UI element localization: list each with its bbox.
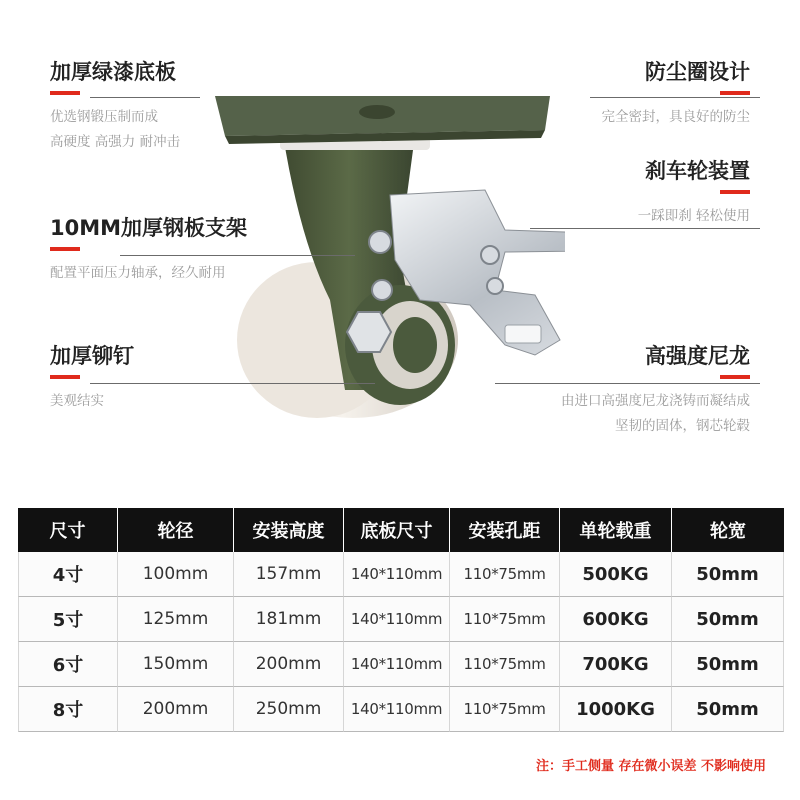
- feature-title: 加厚铆钉: [50, 344, 134, 368]
- table-cell: 140*110mm: [344, 687, 450, 732]
- feature-title: 10MM加厚钢板支架: [50, 216, 248, 240]
- table-cell: 250mm: [234, 687, 344, 732]
- table-row: [18, 642, 784, 687]
- column-header: 轮径: [118, 508, 234, 552]
- feature-title: 刹车轮装置: [645, 159, 750, 183]
- column-header: 单轮载重: [560, 508, 672, 552]
- table-cell: 500KG: [560, 552, 672, 597]
- table-header-row: [18, 508, 784, 552]
- table-cell: 140*110mm: [344, 642, 450, 687]
- feature-desc: 坚韧的固体，钢芯轮毂: [615, 418, 750, 434]
- table-cell: 1000KG: [560, 687, 672, 732]
- feature-desc: 美观结实: [50, 393, 104, 409]
- feature-desc: 由进口高强度尼龙浇铸而凝结成: [561, 393, 750, 409]
- feature-desc: 一踩即刹 轻松使用: [637, 208, 750, 224]
- table-cell: 150mm: [118, 642, 234, 687]
- feature-title: 防尘圈设计: [645, 60, 750, 84]
- table-cell: 600KG: [560, 597, 672, 642]
- feature-desc: 完全密封，具良好的防尘: [601, 109, 750, 125]
- table-cell: 8寸: [18, 687, 118, 732]
- table-cell: 50mm: [672, 552, 784, 597]
- table-cell: 110*75mm: [450, 597, 560, 642]
- disclaimer-note: 注：手工侧量 存在微小误差 不影响使用: [535, 759, 766, 774]
- table-cell: 157mm: [234, 552, 344, 597]
- table-cell: 700KG: [560, 642, 672, 687]
- feature-desc: 高硬度 高强力 耐冲击: [50, 134, 181, 150]
- feature-title: 高强度尼龙: [645, 344, 750, 368]
- table-cell: 200mm: [118, 687, 234, 732]
- column-header: 轮宽: [672, 508, 784, 552]
- table-cell: 4寸: [18, 552, 118, 597]
- table-row: [18, 552, 784, 597]
- feature-nylon: [561, 346, 750, 439]
- table-cell: 50mm: [672, 687, 784, 732]
- spec-table: [18, 508, 784, 732]
- column-header: 尺寸: [18, 508, 118, 552]
- table-cell: 110*75mm: [450, 687, 560, 732]
- table-cell: 100mm: [118, 552, 234, 597]
- table-cell: 125mm: [118, 597, 234, 642]
- column-header: 底板尺寸: [344, 508, 450, 552]
- table-cell: 200mm: [234, 642, 344, 687]
- table-cell: 110*75mm: [450, 642, 560, 687]
- table-row: [18, 597, 784, 642]
- table-cell: 50mm: [672, 597, 784, 642]
- table-cell: 181mm: [234, 597, 344, 642]
- feature-desc: 优选钢锻压制而成: [50, 109, 158, 125]
- feature-brake: [638, 161, 750, 229]
- feature-bracket: [50, 218, 247, 286]
- table-cell: 140*110mm: [344, 597, 450, 642]
- table-row: [18, 687, 784, 732]
- column-header: 安装孔距: [450, 508, 560, 552]
- feature-base-plate: [50, 62, 180, 155]
- feature-dust-ring: [602, 62, 751, 130]
- table-cell: 110*75mm: [450, 552, 560, 597]
- table-cell: 140*110mm: [344, 552, 450, 597]
- table-cell: 5寸: [18, 597, 118, 642]
- feature-desc: 配置平面压力轴承，经久耐用: [50, 265, 226, 281]
- column-header: 安装高度: [234, 508, 344, 552]
- feature-rivet: [50, 346, 134, 414]
- table-cell: 6寸: [18, 642, 118, 687]
- feature-title: 加厚绿漆底板: [50, 60, 176, 84]
- table-cell: 50mm: [672, 642, 784, 687]
